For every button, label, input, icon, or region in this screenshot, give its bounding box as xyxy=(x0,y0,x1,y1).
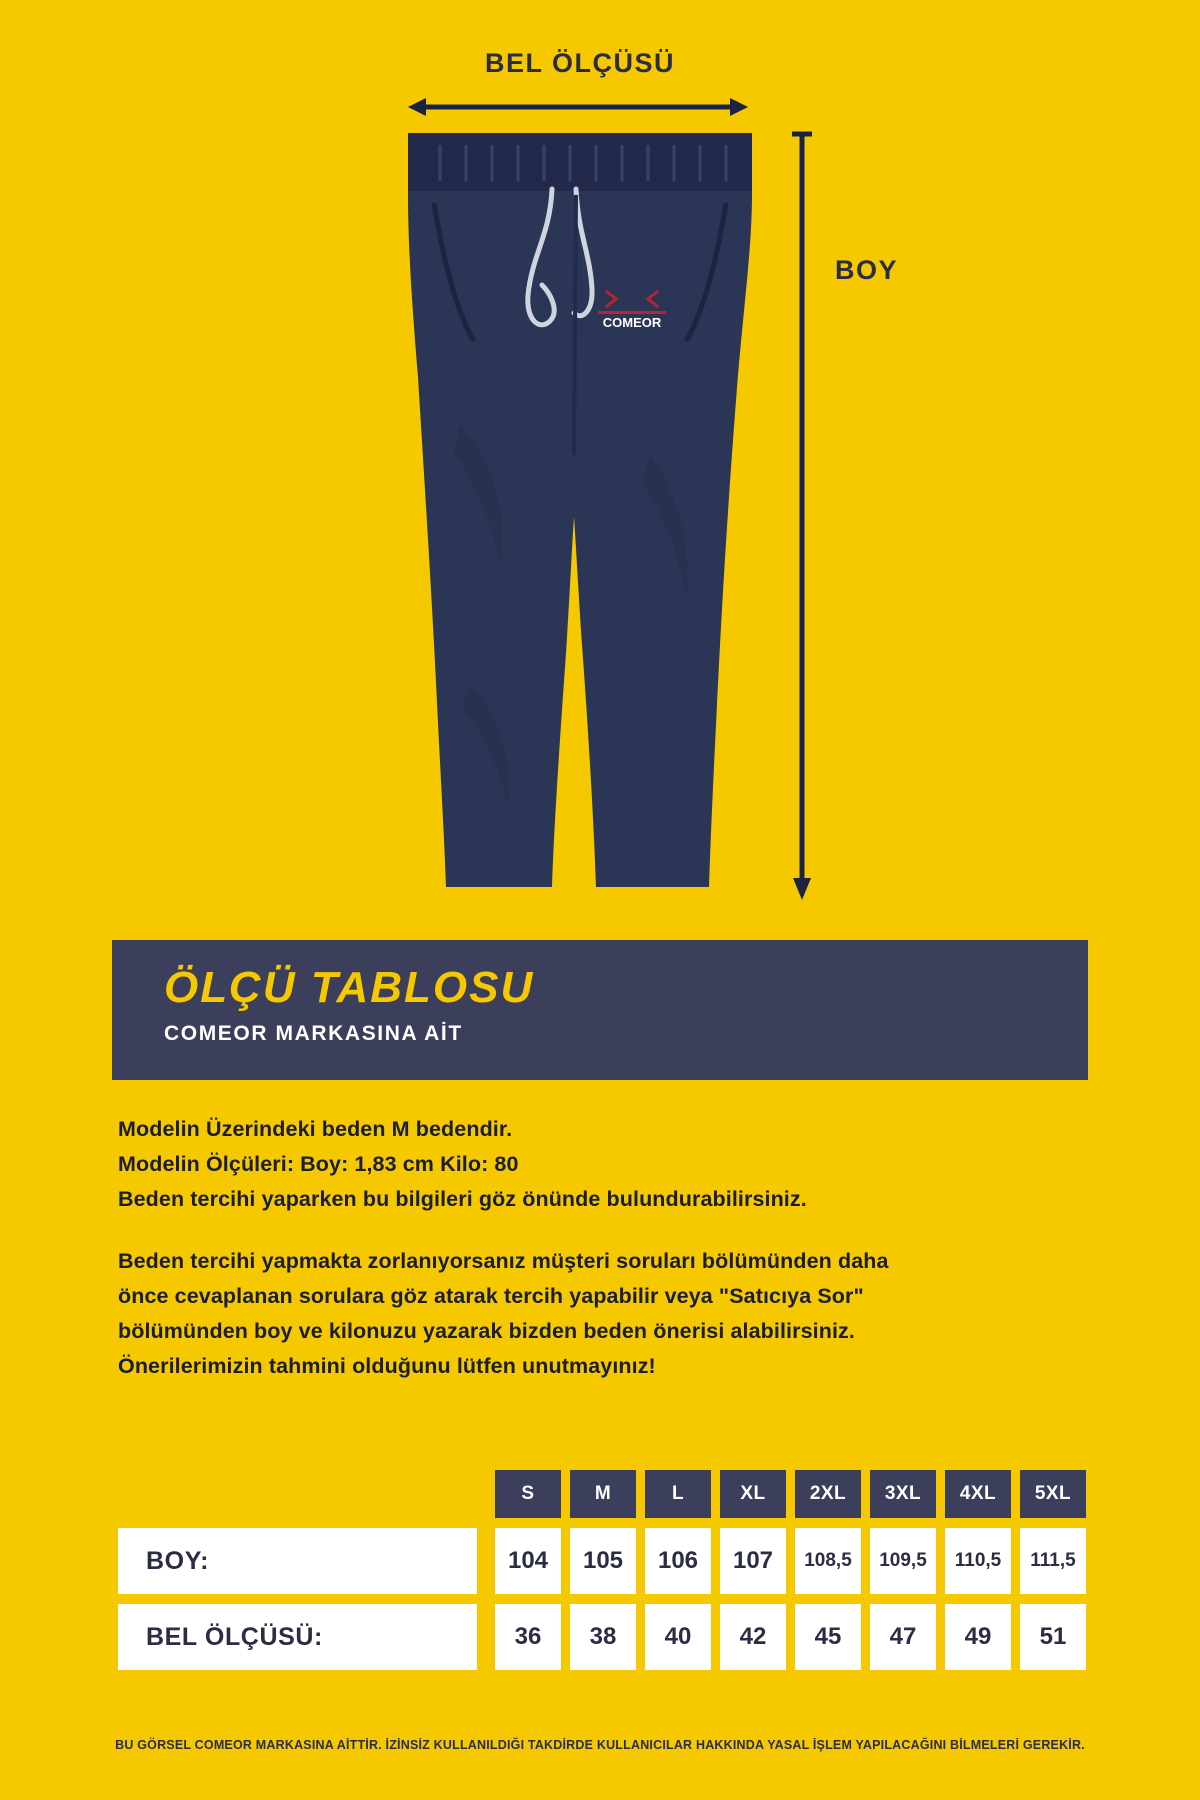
bel-3xl: 47 xyxy=(870,1604,936,1670)
bel-xl: 42 xyxy=(720,1604,786,1670)
table-corner-cell xyxy=(118,1470,477,1518)
boy-2xl: 108,5 xyxy=(795,1528,861,1594)
info-line-1: Modelin Üzerindeki beden M bedendir. xyxy=(118,1117,513,1141)
bel-2xl: 45 xyxy=(795,1604,861,1670)
product-brand-logo: COMEOR xyxy=(602,315,662,330)
waist-arrow-icon xyxy=(408,96,748,118)
bel-4xl: 49 xyxy=(945,1604,1011,1670)
size-header-cells xyxy=(495,1470,1086,1518)
row-values-bel xyxy=(495,1604,1086,1670)
table-header-row xyxy=(118,1470,1086,1518)
bel-s: 36 xyxy=(495,1604,561,1670)
size-header-s: S xyxy=(495,1470,561,1518)
bel-m: 38 xyxy=(570,1604,636,1670)
table-row xyxy=(118,1528,1086,1594)
table-row xyxy=(118,1604,1086,1670)
row-label-boy: BOY: xyxy=(118,1528,477,1594)
title-band xyxy=(112,940,1088,1080)
boy-3xl: 109,5 xyxy=(870,1528,936,1594)
bel-l: 40 xyxy=(645,1604,711,1670)
size-table xyxy=(118,1470,1086,1670)
row-values-boy xyxy=(495,1528,1086,1594)
info-line-2: Modelin Ölçüleri: Boy: 1,83 cm Kilo: 80 xyxy=(118,1151,519,1176)
info-line-3: Beden tercihi yaparken bu bilgileri göz önünde bulundurabilirsiniz. xyxy=(118,1186,807,1211)
size-header-l: L xyxy=(645,1470,711,1518)
info-line-4: Beden tercihi yapmakta zorlanıyorsanız müşteri soruları bölümünden daha xyxy=(118,1249,889,1274)
info-line-7: Önerilerimizin tahmini olduğunu lütfen unutmayınız! xyxy=(118,1353,656,1378)
page-title: ÖLÇÜ TABLOSU xyxy=(164,963,535,1012)
legal-footer-note: BU GÖRSEL COMEOR MARKASINA AİTTİR. İZİNSİZ KULLANILDIĞI TAKDİRDE KULLANICILAR HAKKINDA YASAL İŞLEM YAPILACAĞINI BİLMELERİ GEREKİR. xyxy=(115,1738,1085,1752)
sweatpants-illustration xyxy=(400,125,760,905)
boy-s: 104 xyxy=(495,1528,561,1594)
page-subtitle: COMEOR MARKASINA AİT xyxy=(164,1022,463,1045)
paragraph-gap xyxy=(118,1216,1098,1244)
length-arrow-icon xyxy=(790,130,814,900)
boy-l: 106 xyxy=(645,1528,711,1594)
size-header-4xl: 4XL xyxy=(945,1470,1011,1518)
size-header-5xl: 5XL xyxy=(1020,1470,1086,1518)
waist-measure-label-text: BEL ÖLÇÜSÜ xyxy=(484,48,675,78)
row-label-bel: BEL ÖLÇÜSÜ: xyxy=(118,1604,477,1670)
info-line-5: önce cevaplanan sorulara göz atarak tercih yapabilir veya "Satıcıya Sor" xyxy=(118,1284,864,1309)
info-line-6: bölümünden boy ve kilonuzu yazarak bizden beden önerisi alabilirsiniz. xyxy=(118,1319,855,1344)
waist-measure-label xyxy=(0,48,1200,79)
boy-4xl: 110,5 xyxy=(945,1528,1011,1594)
size-header-m: M xyxy=(570,1470,636,1518)
boy-m: 105 xyxy=(570,1528,636,1594)
length-measure-label: BOY xyxy=(835,255,899,285)
bel-5xl: 51 xyxy=(1020,1604,1086,1670)
size-header-xl: XL xyxy=(720,1470,786,1518)
size-header-3xl: 3XL xyxy=(870,1470,936,1518)
boy-xl: 107 xyxy=(720,1528,786,1594)
info-text-block xyxy=(118,1112,1098,1384)
boy-5xl: 111,5 xyxy=(1020,1528,1086,1594)
size-header-2xl: 2XL xyxy=(795,1470,861,1518)
